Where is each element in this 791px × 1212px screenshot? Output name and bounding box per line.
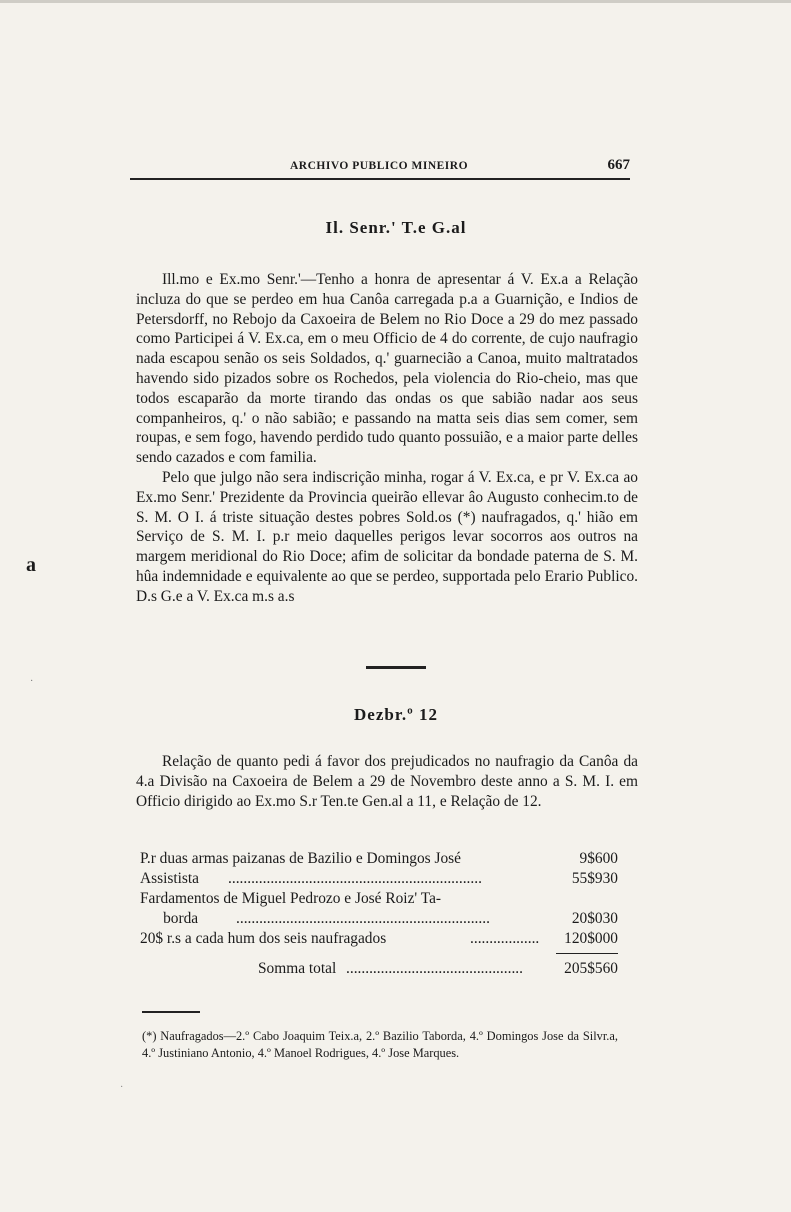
expense-ledger — [140, 850, 618, 970]
running-header — [130, 154, 630, 180]
ledger-row-label: borda — [140, 910, 199, 927]
ledger-total-value: 205$560 — [564, 960, 618, 977]
letter-paragraph-1: Ill.mo e Ex.mo Senr.'—Tenho a honra de apresentar á V. Ex.a a Relação incluza do que se perdeo em hua Canôa carregada p.a a Guarnição, e Indios de Petersdorff, no Rebojo da Caxoeira de Belem no Rio Doce a 29 do mez passado como Participei á V. Ex.ca, em o meu Officio de 4 do corrente, de cujo naufragio nada escapou senão os seis Soldados, q.' guarnecião a Canoa, muito maltratados havendo sido pizados sobre os Rochedos, pela violencia do Rio-cheio, mas que todos escaparão da morte tirando das ondas os que sabião nadar aos seus companheiros, q.' o não sabião; e passando na matta seis dias sem comer, sem roupas, e sem fogo, havendo perdido tudo quanto possuião, e a maior parte delles sendo cazados e com familia. — [136, 271, 638, 467]
leader-dots: .................................................................. — [236, 910, 490, 927]
ledger-total — [140, 960, 618, 982]
ledger-total-row — [140, 960, 618, 980]
relation-intro — [136, 752, 638, 811]
sum-rule — [556, 953, 618, 954]
ledger-row-label: Assistista — [140, 870, 200, 887]
page-speck: · — [30, 676, 34, 687]
ledger-row-label: P.r duas armas paizanas de Bazilio e Domingos José — [140, 850, 461, 867]
running-title: ARCHIVO PUBLICO MINEIRO — [290, 160, 469, 172]
footnote: (*) Naufragados—2.º Cabo Joaquim Teix.a, 2.º Bazilio Taborda, 4.º Domingos Jose da Silvr.a, 4.º Justiniano Antonio, 4.º Manoel Rodrigues, 4.º Jose Marques. — [142, 1029, 618, 1060]
ledger-row-value: 55$930 — [571, 870, 618, 887]
ledger-row — [140, 910, 618, 930]
ledger-row-value: 20$030 — [571, 910, 618, 927]
ledger-row-value: 120$000 — [564, 930, 618, 947]
letter-paragraph-2: Pelo que julgo não sera indiscrição minha, rogar á V. Ex.ca, e pr V. Ex.ca ao Ex.mo Senr.' Prezidente da Provincia queirão ellevar âo Augusto conhecim.to de S. M. O I. á triste situação destes pobres Sold.os (*) naufragados, q.' hião em Serviço de S. M. I. p.r meio daquelles perigos levar socorros aos outros na margem meridional do Rio Doce; afim de solicitar da bondade paterna de S. M. hûa indemnidade e equivalente ao que se perdeo, supportada pelo Erario Publico. D.s G.e a V. Ex.ca m.s a.s — [136, 468, 638, 605]
ledger-row-label: Fardamentos de Miguel Pedrozo e José Roiz' Ta- — [140, 890, 442, 907]
ledger-row — [140, 930, 618, 950]
letter-body — [136, 270, 638, 607]
top-edge-line — [0, 0, 791, 3]
page-number: 667 — [607, 157, 630, 173]
footnote-rule — [142, 1011, 200, 1013]
relation-intro-text: Relação de quanto pedi á favor dos prejudicados no naufragio da Canôa da 4.a Divisão na Caxoeira de Belem a 29 de Novembro deste anno a S. M. I. em Officio dirigido ao Ex.mo S.r Ten.te Gen.al a 11, e Relação de 12. — [136, 753, 638, 810]
page-speck: · — [120, 1082, 124, 1093]
ledger-row — [140, 850, 618, 870]
section-divider — [366, 666, 426, 669]
date-heading: Dezbr.º 12 — [354, 705, 438, 724]
ledger-row-value: 9$600 — [579, 850, 618, 867]
leader-dots: .................................................................. — [228, 870, 482, 887]
letter-heading: Il. Senr.' T.e G.al — [325, 218, 467, 237]
ledger-row — [140, 870, 618, 890]
ledger-row-label: 20$ r.s a cada hum dos seis naufragados — [140, 930, 387, 947]
margin-annotation: a — [26, 554, 36, 576]
leader-dots: .................. — [470, 930, 540, 947]
ledger-row — [140, 890, 618, 910]
ledger-total-label: Somma total — [258, 960, 337, 977]
leader-dots: .............................................. — [346, 960, 523, 977]
